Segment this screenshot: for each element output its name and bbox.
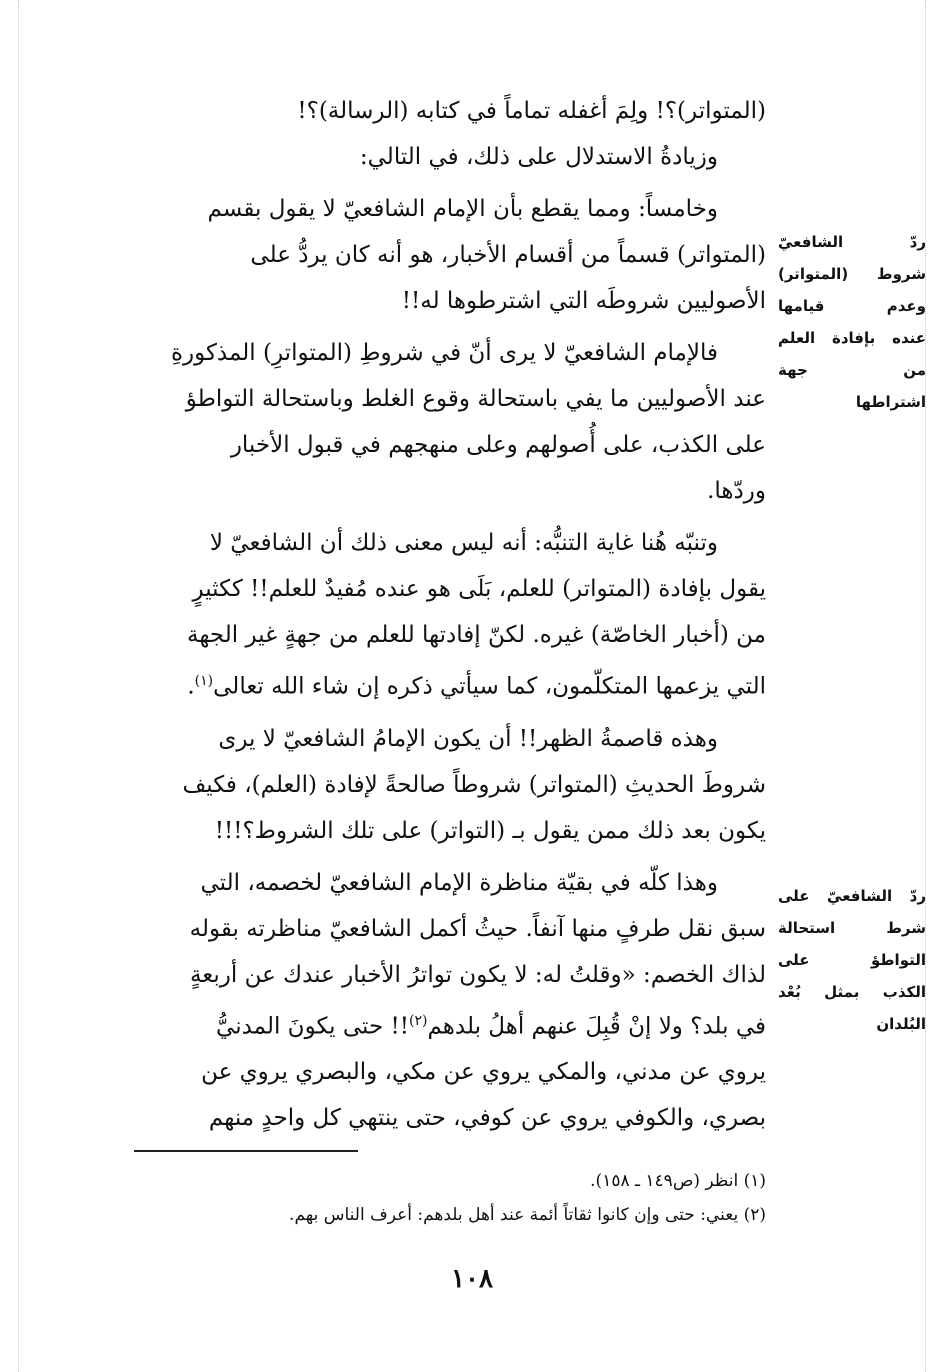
- text-line: [126, 658, 766, 710]
- footnotes: [126, 1164, 766, 1232]
- main-text: [126, 88, 766, 1141]
- page-number: ١٠٨: [451, 1264, 493, 1294]
- text-line: وهذا كلّه في بقيّة مناظرة الإمام الشافعيّ لخصمه، التي: [200, 869, 718, 896]
- margin-note-1: [778, 226, 926, 418]
- text-line: يكون بعد ذلك ممن يقول بـ (التواتر) على تلك الشروط؟!!!: [214, 817, 766, 844]
- text-line: [126, 998, 766, 1050]
- footnote-divider: [134, 1150, 358, 1152]
- paragraph-fifth: [126, 186, 766, 324]
- text-line: يقول بإفادة (المتواتر) للعلم، بَلَى هو عنده مُفيدٌ للعلم!! ككثيرٍ: [192, 576, 766, 602]
- text-line: شروطَ الحديثِ (المتواتر) شروطاً صالحةً لإفادة (العلم)، فكيف: [182, 771, 766, 798]
- margin-note-line: ردّ الشافعيّ: [778, 233, 926, 251]
- margin-note-line: من جهة: [778, 361, 926, 379]
- paragraph-debate: [126, 860, 766, 1142]
- text-line-content: في بلد؟ ولا إنْ قُبِلَ عنهم أهلُ بلدهم: [427, 1013, 766, 1040]
- margin-note-line: شروط (المتواتر): [778, 265, 926, 283]
- margin-note-line: وعدم قيامها: [778, 297, 926, 315]
- period: .: [187, 673, 195, 700]
- text-line: (المتواتر)؟! ولِمَ أغفله تماماً في كتابه (الرسالة)؟!: [297, 98, 766, 124]
- text-line: وهذه قاصمةُ الظهر!! أن يكون الإمامُ الشافعيّ لا يرى: [218, 725, 718, 752]
- scan-margin-right: [925, 0, 926, 1372]
- margin-note-line: الكذب بمثل بُعْد: [778, 983, 926, 1001]
- margin-note-line: اشتراطها: [855, 393, 926, 411]
- text-line: الأصوليين شروطَه التي اشترطوها له!!: [401, 288, 766, 314]
- text-line-content: التي يزعمها المتكلّمون، كما سيأتي ذكره إن شاء الله تعالى: [213, 673, 766, 700]
- footnote-2: (٢) يعني: حتى وإن كانوا ثقاتاً أئمة عند أهل بلدهم: أعرف الناس بهم.: [289, 1205, 766, 1225]
- paragraph-back-breaker: [126, 716, 766, 854]
- text-line: من (أخبار الخاصّة) غيره. لكنّ إفادتها للعلم من جهةٍ غير الجهة: [187, 622, 766, 648]
- margin-note-2: [778, 880, 926, 1040]
- scan-margin-left: [18, 0, 19, 1372]
- text-line: وتنبّه هُنا غاية التنبُّه: أنه ليس معنى ذلك أن الشافعيّ لا: [209, 530, 718, 556]
- text-line: عند الأصوليين ما يفي باستحالة وقوع الغلط وباستحالة التواطؤ: [185, 386, 766, 412]
- text-line: وخامساً: ومما يقطع بأن الإمام الشافعيّ لا يقول بقسم: [207, 196, 718, 222]
- margin-note-line: شرط استحالة: [778, 919, 926, 937]
- text-line: سبق نقل طرفٍ منها آنفاً. حيثُ أكمل الشافعيّ مناظرته بقوله: [189, 915, 766, 942]
- text-line-content: !! حتى يكونَ المدنيُّ: [216, 1013, 409, 1040]
- footnote-ref-2: (٢): [409, 1012, 428, 1029]
- footnote-ref-1: (١): [194, 673, 214, 689]
- text-line: لذاك الخصم: «وقلتُ له: لا يكون تواترُ الأخبار عندك عن أربعةٍ: [189, 961, 766, 988]
- margin-note-line: ردّ الشافعيّ على: [778, 887, 926, 905]
- margin-note-line: البُلدان: [876, 1015, 926, 1033]
- text-line: يروي عن مدني، والمكي يروي عن مكي، والبصري يروي عن: [201, 1059, 766, 1086]
- text-line: (المتواتر) قسماً من أقسام الأخبار، هو أنه كان يردُّ على: [250, 242, 766, 268]
- footnote-1: (١) انظر (ص١٤٩ ـ ١٥٨).: [590, 1171, 766, 1191]
- paragraph-shafii-conditions: [126, 330, 766, 514]
- paragraph-attention: [126, 520, 766, 710]
- margin-note-line: التواطؤ على: [778, 951, 926, 969]
- text-line: على الكذب، على أُصولهم وعلى منهجهم في قبول الأخبار: [230, 432, 766, 458]
- text-line: فالإمام الشافعيّ لا يرى أنّ في شروطِ (المتواترِ) المذكورةِ: [170, 340, 718, 366]
- text-line: بصري، والكوفي يروي عن كوفي، حتى ينتهي كل واحدٍ منهم: [208, 1105, 766, 1132]
- margin-note-line: عنده بإفادة العلم: [778, 329, 926, 347]
- text-line: وردّها.: [707, 478, 766, 504]
- text-line: وزيادةُ الاستدلال على ذلك، في التالي:: [359, 144, 718, 170]
